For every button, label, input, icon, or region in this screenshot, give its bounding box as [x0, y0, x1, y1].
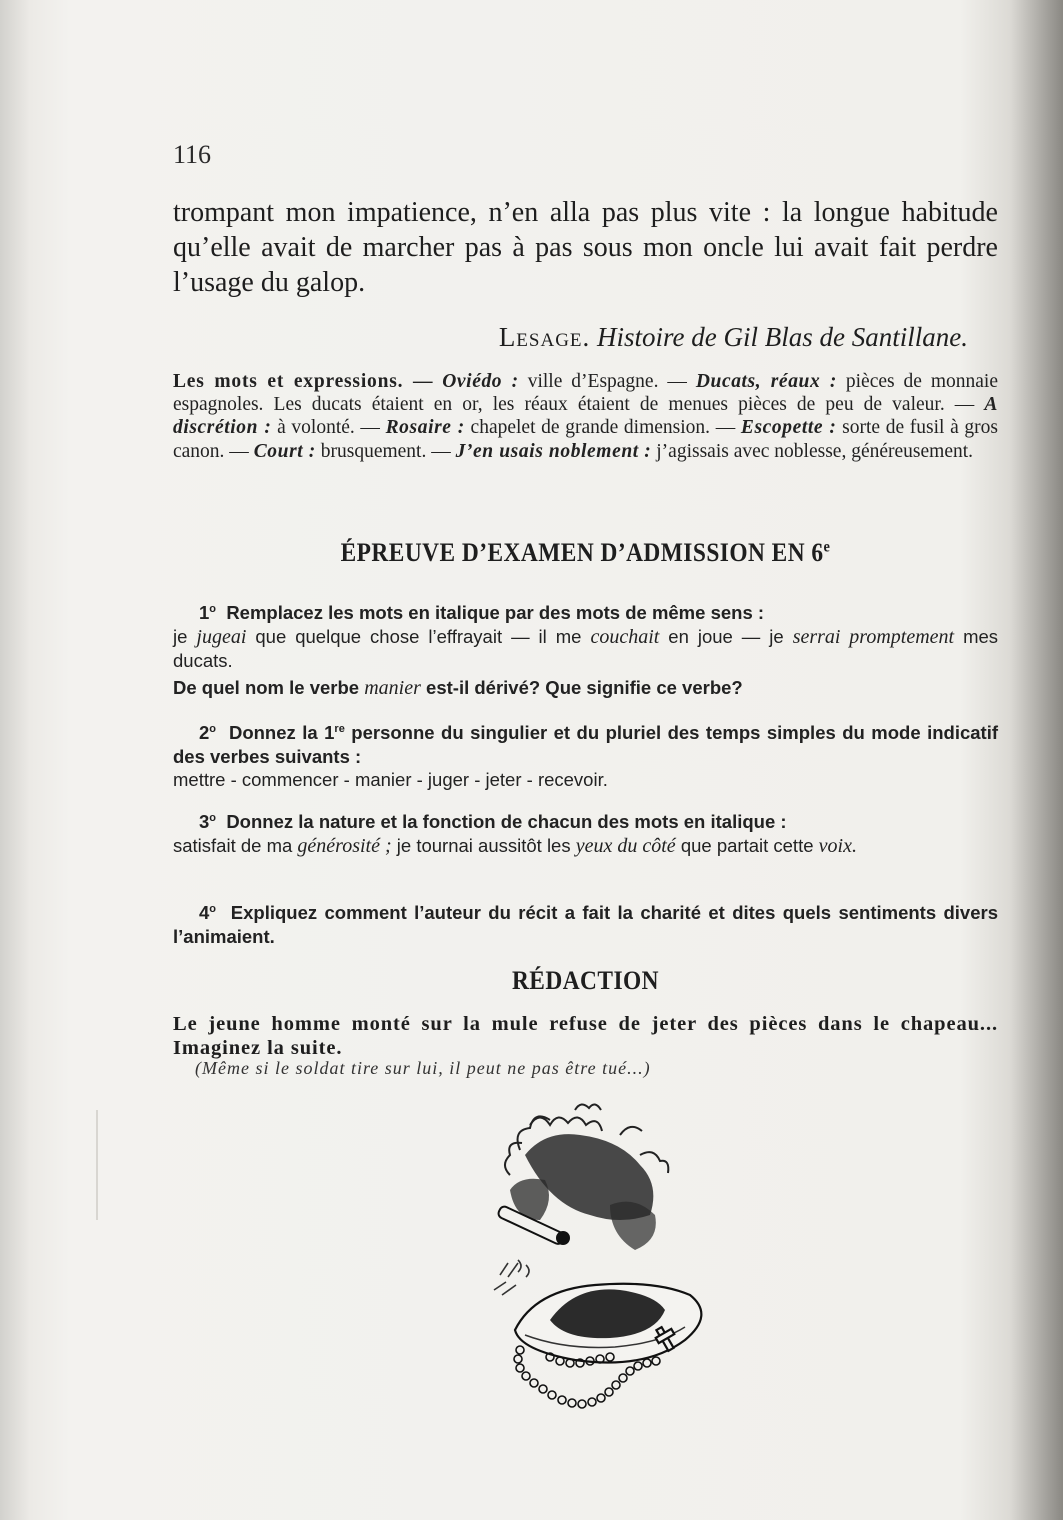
vocab-term: Oviédo :	[442, 371, 519, 392]
q2-heading-num: 1	[324, 722, 335, 744]
q1-italic-word: jugeai	[196, 625, 247, 648]
page-number: 116	[173, 140, 212, 169]
citation-author: Lesage.	[498, 322, 591, 352]
q3-sup: o	[209, 812, 217, 824]
q1-sup: o	[209, 603, 217, 615]
vocab-def: brusquement. —	[320, 440, 451, 462]
q3-italic-word: générosité ;	[297, 834, 392, 857]
vocab-term: J’en usais noblement :	[455, 440, 652, 462]
q1-text: en joue — je	[668, 625, 784, 647]
q2-number: 2	[199, 722, 210, 744]
q1-sub-text: De quel nom le verbe	[173, 677, 360, 698]
q3-heading: Donnez la nature et la fonction de chacun des mots en italique :	[226, 811, 787, 833]
q1-italic-word: couchait	[590, 625, 660, 648]
q1-sub-italic: manier	[364, 677, 421, 699]
exam-title-text: ÉPREUVE D’EXAMEN D’ADMISSION EN 6	[340, 538, 824, 567]
vocab-def: à volonté. —	[277, 417, 380, 439]
q4-heading: Expliquez comment l’auteur du récit a fait la charité et dites quels sentiments divers l’animaient.	[173, 902, 998, 947]
page-edge-mark	[96, 1110, 98, 1220]
q3-text: je tournai aussitôt les	[396, 834, 571, 856]
redaction-hint: (Même si le soldat tire sur lui, il peut ne pas être tué...)	[195, 1058, 651, 1078]
vocabulary-notes	[173, 370, 998, 463]
q2-heading: personne du singulier et du pluriel des temps simples du mode indicatif des verbes suivants :	[173, 722, 999, 767]
q3-text: satisfait de ma	[173, 834, 293, 856]
vocabulary-lead: Les mots et expressions. —	[173, 371, 434, 392]
redaction-prompt: Le jeune homme monté sur la mule refuse de jeter des pièces dans le chapeau... Imaginez la suite.	[173, 1013, 998, 1059]
vocab-term: Court :	[253, 440, 316, 462]
vocab-term: Ducats, réaux :	[695, 371, 837, 392]
q2-verb-list: mettre - commencer - manier - juger - jeter - recevoir.	[173, 769, 608, 791]
q4-sup: o	[209, 903, 217, 915]
hat-and-rosary-illustration	[490, 1095, 730, 1425]
exam-title	[214, 538, 957, 568]
question-3	[173, 807, 998, 858]
q2-heading-sup: re	[334, 723, 345, 735]
source-citation	[499, 322, 968, 353]
q3-italic-word: voix.	[818, 834, 857, 857]
vocab-def: pièces de monnaie espagnoles. Les ducats étaient en or, les réaux étaient de menues pièces de peu de valeur. —	[173, 371, 998, 416]
q1-number: 1	[199, 602, 210, 624]
q3-italic-word: yeux du côté	[575, 834, 676, 857]
vocab-def: ville d’Espagne. —	[527, 371, 687, 392]
q1-text: mes ducats.	[173, 625, 999, 672]
q3-number: 3	[199, 811, 210, 833]
exam-title-sup: e	[823, 538, 831, 556]
vocab-term: A discrétion :	[173, 394, 999, 439]
question-2	[173, 718, 998, 792]
citation-work: Histoire de Gil Blas de Santillane.	[597, 322, 968, 352]
q3-text: que partait cette	[680, 834, 814, 856]
q2-heading: Donnez la	[228, 722, 318, 744]
q1-text: je	[173, 625, 188, 647]
q4-number: 4	[199, 902, 210, 924]
question-4	[173, 898, 998, 948]
vocab-term: Rosaire :	[385, 417, 465, 439]
vocab-term: Escopette :	[740, 417, 837, 439]
vocab-def: sorte de fusil à gros canon. —	[173, 417, 999, 462]
q1-heading: Remplacez les mots en italique par des mots de même sens :	[226, 602, 765, 624]
q1-text: que quelque chose l’effrayait — il me	[255, 625, 582, 647]
vocab-def: j’agissais avec noblesse, généreusement.	[656, 440, 974, 462]
vocab-def: chapelet de grande dimension. —	[470, 417, 736, 439]
q1-italic-word: serrai promptement	[792, 625, 955, 648]
question-1	[173, 598, 998, 673]
q1-sub-text: est-il dérivé? Que signifie ce verbe?	[426, 677, 743, 698]
question-1-sub	[173, 676, 998, 701]
continued-paragraph: trompant mon impatience, n’en alla pas plus vite : la longue habitude qu’elle avait de marcher pas à pas sous mon oncle lui avait fait perdre l’usage du galop.	[173, 197, 998, 298]
q2-sup: o	[209, 723, 217, 735]
redaction-title: RÉDACTION	[511, 966, 660, 995]
